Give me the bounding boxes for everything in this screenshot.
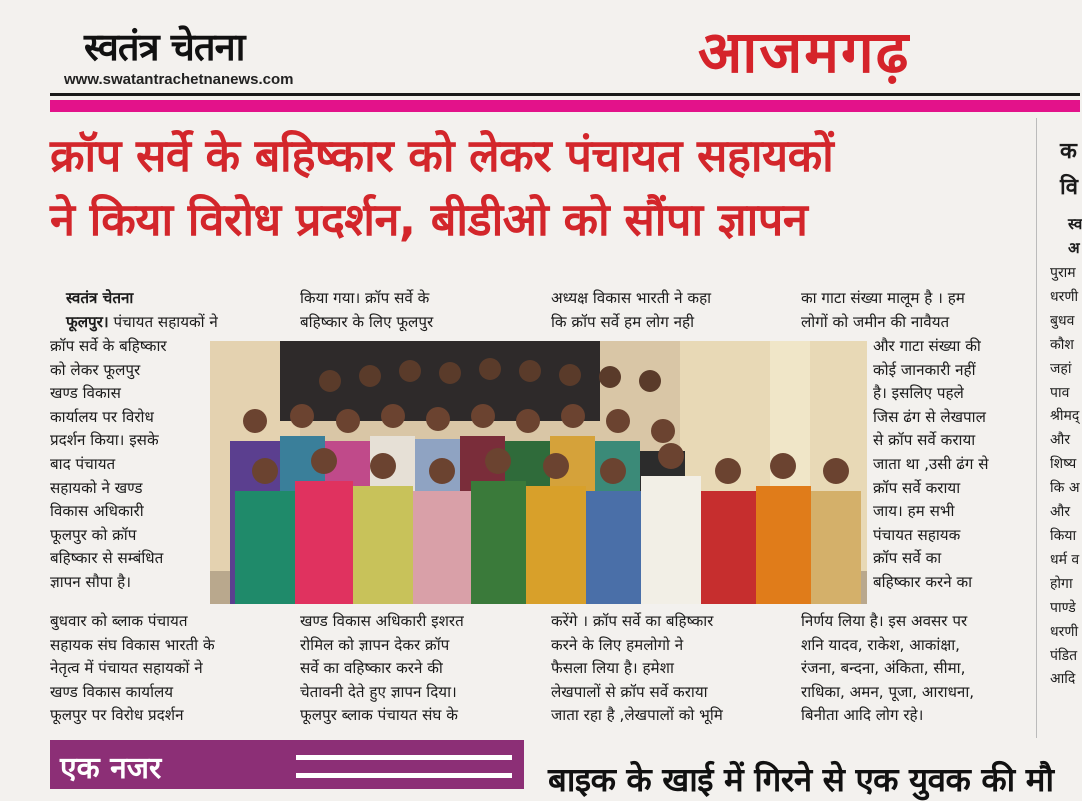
column3-top-text: अध्यक्ष विकास भारती ने कहा कि क्रॉप सर्वे हम लोग नही <box>551 289 712 331</box>
article-headline <box>50 124 1040 252</box>
adjacent-article-sliver <box>1046 120 1080 740</box>
website-url: www.swatantrachetnanews.com <box>64 71 294 88</box>
masthead-rule <box>50 93 1080 96</box>
group-photo <box>210 341 867 604</box>
newspaper-logo: स्वतंत्र चेतना <box>84 25 245 69</box>
column3-bottom-text: करेंगे । क्रॉप सर्वे का बहिष्कार करने के लिए हमलोगो ने फैसला लिया है। हमेशा लेखपालों से क्रॉप सर्वे कराया जाता रहा है ,लेखपालों को भूमि <box>551 612 723 725</box>
box-decor-line <box>296 773 512 778</box>
column2-top-text: किया गया। क्रॉप सर्वे के बहिष्कार के लिए फूलपुर <box>300 289 434 331</box>
adjacent-headline-fragment: क वि <box>1060 139 1078 200</box>
column1-bottom-text: बुधवार को ब्लाक पंचायत सहायक संघ विकास भारती के नेतृत्व में पंचायत सहायकों ने खण्ड विकास कार्यालय फूलपुर पर विरोध प्रदर्शन <box>50 612 215 725</box>
column4-wrap-text: और गाटा संख्या की कोई जानकारी नहीं है। इसलिए पहले जिस ढंग से लेखपाल से क्रॉप सर्वे कराया जाता था ,उसी ढंग से क्रॉप सर्वे कराया जाय। हम सभी पंचायत सहायक क्रॉप सर्वे का बहिष्कार करने का <box>873 337 989 591</box>
dateline-paragraph <box>66 311 218 335</box>
column1-top-text: पंचायत सहायकों ने <box>113 313 218 331</box>
group-photo-illustration <box>210 341 867 604</box>
column1-wrap-text: क्रॉप सर्वे के बहिष्कार को लेकर फूलपुर खण्ड विकास कार्यालय पर विरोध प्रदर्शन किया। इसके बाद पंचायत सहायको ने खण्ड विकास अधिकारी फूलपुर को क्रॉप बहिष्कार से सम्बंधित ज्ञापन सौपा है। <box>50 337 167 591</box>
adjacent-byline-fragment: स्व अ <box>1068 215 1082 257</box>
ek-nazar-title: एक नजर <box>60 751 162 786</box>
column2-bottom-text: खण्ड विकास अधिकारी इशरत रोमिल को ज्ञापन देकर क्रॉप सर्वे का वहिष्कार करने की चेतावनी देते हुए ज्ञापन दिया। फूलपुर ब्लाक पंचायत संघ के <box>300 612 464 725</box>
byline: स्वतंत्र चेतना <box>66 289 134 307</box>
column4-bottom-text: निर्णय लिया है। इस अवसर पर शनि यादव, राकेश, आकांक्षा, रंजना, बन्दना, अंकिता, सीमा, राधिका, अमन, पूजा, आराधना, बिनीता आदि लोग रहे। <box>801 612 975 725</box>
headline-line-2: ने किया विरोध प्रदर्शन, बीडीओ को सौंपा ज्ञापन <box>50 193 808 246</box>
column-separator <box>1036 118 1037 738</box>
city-edition-title: आजमगढ़ <box>698 18 911 86</box>
dateline: फूलपुर। <box>66 313 109 331</box>
column4-top-text: का गाटा संख्या मालूम है । हम लोगों को जमीन की नावैयत <box>801 289 965 331</box>
box-decor-line <box>296 755 512 760</box>
masthead-pink-band <box>50 100 1080 112</box>
second-article-headline: बाइक के खाई में गिरने से एक युवक की मौ <box>548 760 1054 799</box>
adjacent-body-fragment: पुराम धरणी बुधव कौश जहां पाव श्रीमद् और शिष्य कि अ और किया धर्म व होगा पाण्डे धरणी पंडित आदि <box>1050 265 1080 688</box>
headline-line-1: क्रॉप सर्वे के बहिष्कार को लेकर पंचायत सहायकों <box>50 129 834 182</box>
